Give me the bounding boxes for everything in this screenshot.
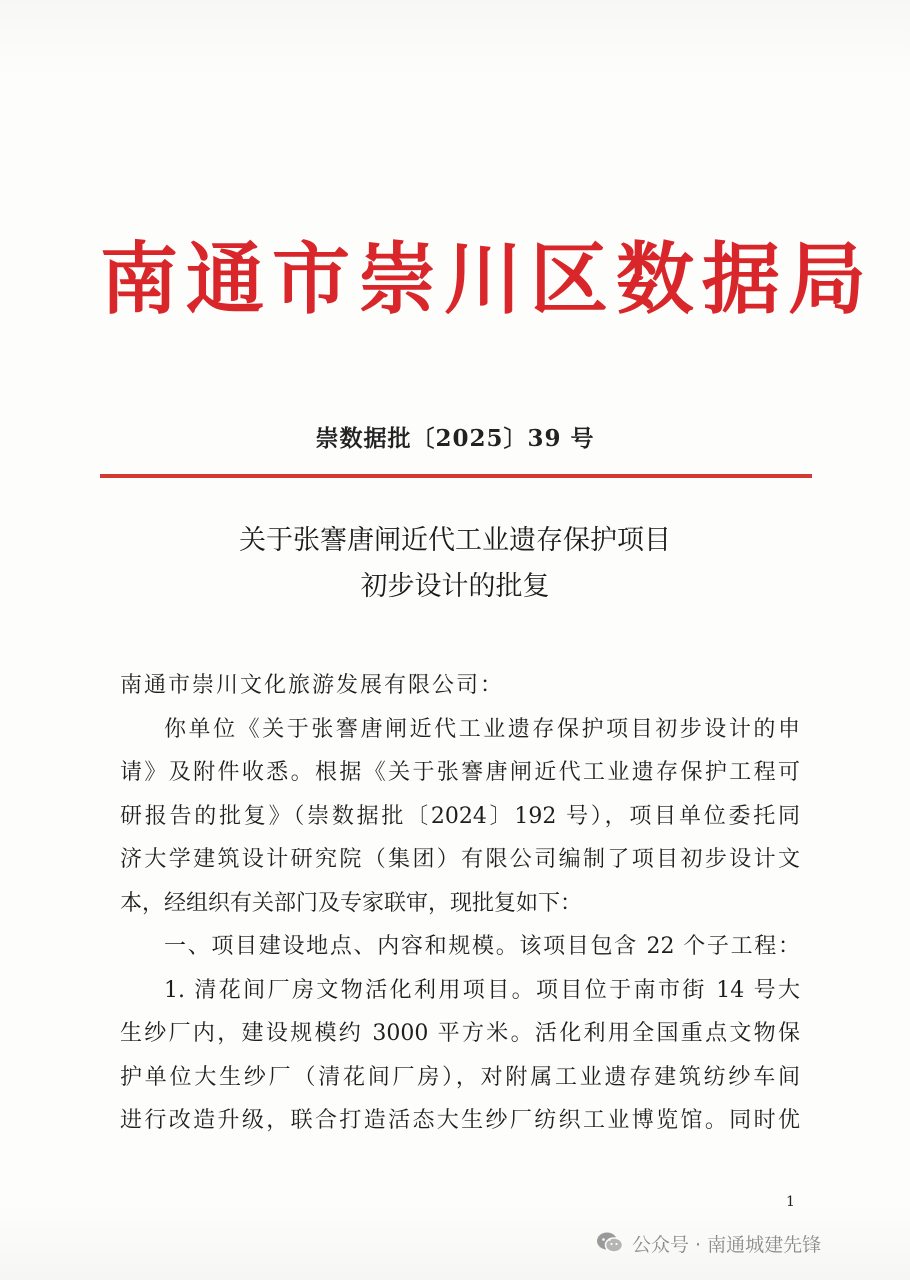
- wechat-icon: [596, 1231, 624, 1255]
- document-subject: [0, 518, 910, 610]
- watermark-text: 公众号 · 南通城建先锋: [632, 1233, 822, 1256]
- subject-line-1: 关于张謇唐闸近代工业遗存保护项目: [239, 525, 671, 556]
- body-line: 请》及附件收悉。根据《关于张謇唐闸近代工业遗存保护工程可: [120, 760, 800, 785]
- document-body: [120, 664, 800, 1143]
- body-line: 进行改造升级，联合打造活态大生纱厂纺织工业博览馆。同时优: [120, 1108, 800, 1133]
- section-heading-line: 一、项目建设地点、内容和规模。该项目包含 22 个子工程：: [164, 934, 800, 959]
- body-line: 本，经组织有关部门及专家联审，现批复如下：: [120, 890, 583, 916]
- page-number: 1: [786, 1194, 795, 1210]
- issuing-agency-title: 南通市崇川区数据局: [100, 234, 875, 325]
- body-line: 你单位《关于张謇唐闸近代工业遗存保护项目初步设计的申: [164, 716, 800, 742]
- watermark: [596, 1226, 821, 1260]
- red-divider-line: [100, 474, 812, 478]
- addressee-line: 南通市崇川文化旅游发展有限公司：: [120, 673, 505, 698]
- body-line: 研报告的批复》（崇数据批〔2024〕192 号），项目单位委托同: [120, 803, 800, 829]
- subject-line-2: 初步设计的批复: [360, 571, 550, 602]
- body-line: 护单位大生纱厂（清花间厂房），对附属工业遗存建筑纺纱车间: [120, 1064, 800, 1090]
- body-line: 1. 清花间厂房文物活化利用项目。项目位于南市街 14 号大: [164, 977, 800, 1003]
- document-number: 崇数据批〔2025〕39 号: [315, 425, 595, 452]
- body-line: 生纱厂内，建设规模约 3000 平方米。活化利用全国重点文物保: [120, 1021, 800, 1046]
- body-line: 济大学建筑设计研究院（集团）有限公司编制了项目初步设计文: [120, 847, 800, 872]
